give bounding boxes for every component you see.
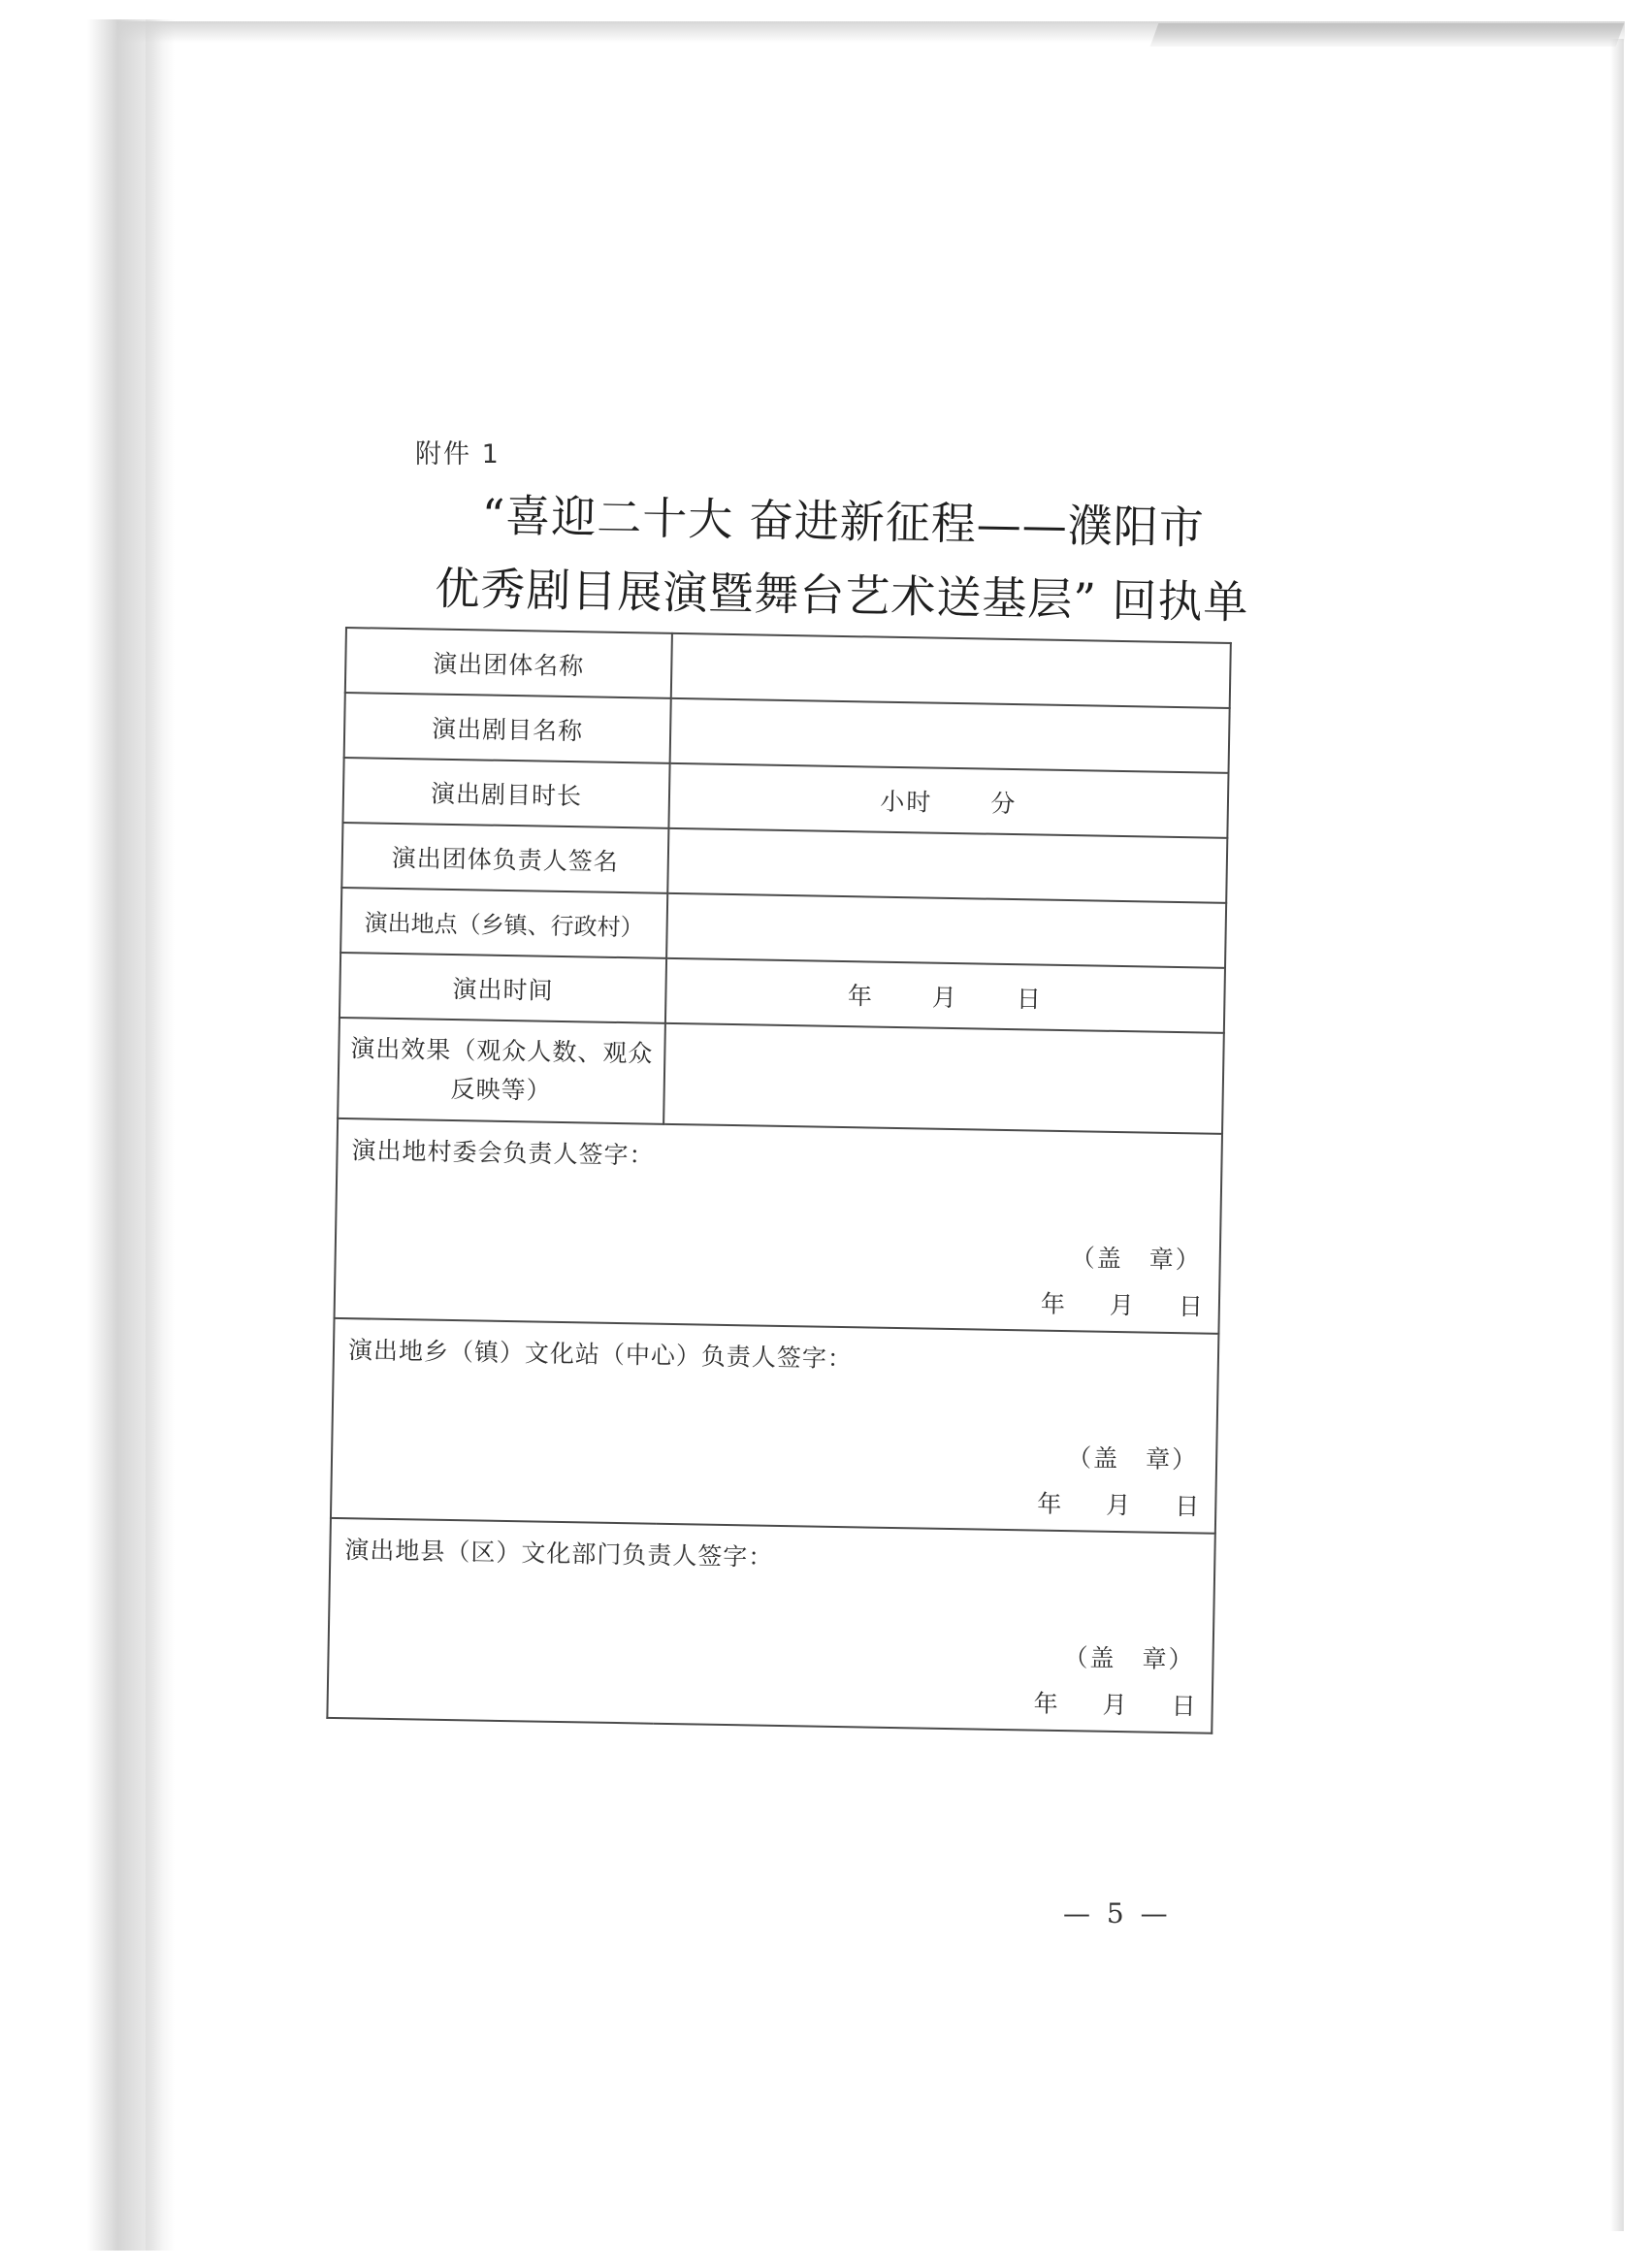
date-month-text: 月 bbox=[1106, 1490, 1133, 1520]
play-name-field[interactable] bbox=[670, 698, 1230, 773]
right-page-edge bbox=[1610, 39, 1624, 2231]
receipt-form bbox=[326, 627, 1232, 1734]
document-title bbox=[414, 477, 1271, 639]
duration-minutes-text: 分 bbox=[990, 789, 1018, 818]
title-line-2: 优秀剧目展演暨舞台艺术送基层” 回执单 bbox=[434, 562, 1249, 629]
date-year-text: 年 bbox=[1033, 1689, 1060, 1719]
seal-date bbox=[1041, 1285, 1206, 1323]
seal-text: （盖 章） bbox=[1063, 1643, 1195, 1674]
table-row bbox=[335, 1118, 1222, 1334]
village-committee-signature-label: 演出地村委会负责人签字： bbox=[351, 1136, 655, 1170]
date-day-text: 日 bbox=[1171, 1692, 1198, 1721]
table-row bbox=[327, 1518, 1214, 1733]
performance-time-field[interactable] bbox=[665, 958, 1225, 1033]
page-number: — 5 — bbox=[1063, 1897, 1172, 1929]
performance-effect-field[interactable] bbox=[663, 1023, 1224, 1134]
troupe-name-field[interactable] bbox=[671, 633, 1231, 708]
date-year-text: 年 bbox=[847, 981, 875, 1011]
troupe-name-label: 演出团体名称 bbox=[345, 628, 672, 698]
date-year-text: 年 bbox=[1040, 1289, 1068, 1319]
seal-date bbox=[1037, 1485, 1202, 1523]
date-month-text: 月 bbox=[931, 983, 959, 1012]
village-committee-signature-cell[interactable] bbox=[335, 1118, 1222, 1334]
town-culture-station-signature-label: 演出地乡（镇）文化站（中心）负责人签字： bbox=[347, 1336, 854, 1374]
play-name-label: 演出剧目名称 bbox=[344, 693, 671, 763]
date-month-text: 月 bbox=[1109, 1290, 1137, 1320]
date-month-text: 月 bbox=[1102, 1690, 1129, 1720]
date-day-text: 日 bbox=[1178, 1292, 1206, 1321]
title-line-1: “喜迎二十大 奋进新征程——濮阳市 bbox=[481, 489, 1206, 555]
table-row bbox=[338, 1018, 1224, 1134]
play-duration-label: 演出剧目时长 bbox=[342, 758, 669, 828]
troupe-leader-signature-label: 演出团体负责人签名 bbox=[341, 823, 668, 893]
seal-text: （盖 章） bbox=[1066, 1443, 1199, 1474]
seal-text: （盖 章） bbox=[1070, 1244, 1202, 1275]
county-culture-dept-signature-cell[interactable] bbox=[327, 1518, 1214, 1733]
top-page-fold bbox=[1150, 23, 1625, 47]
county-culture-dept-signature-label: 演出地县（区）文化部门负责人签字： bbox=[344, 1536, 774, 1571]
town-culture-station-signature-cell[interactable] bbox=[331, 1318, 1218, 1534]
binding-shadow-inner bbox=[146, 19, 163, 2251]
troupe-leader-signature-field[interactable] bbox=[667, 828, 1227, 903]
date-year-text: 年 bbox=[1037, 1489, 1064, 1519]
venue-field[interactable] bbox=[666, 893, 1226, 968]
attachment-label: 附件 1 bbox=[415, 439, 501, 470]
seal-date bbox=[1033, 1685, 1198, 1723]
date-day-text: 日 bbox=[1016, 984, 1044, 1014]
table-row bbox=[331, 1318, 1218, 1534]
duration-hours-text: 小时 bbox=[880, 787, 933, 817]
receipt-table bbox=[326, 627, 1232, 1734]
performance-effect-label: 演出效果（观众人数、观众反映等） bbox=[338, 1018, 665, 1124]
play-duration-field[interactable] bbox=[668, 763, 1228, 838]
date-day-text: 日 bbox=[1175, 1492, 1202, 1521]
venue-label: 演出地点（乡镇、行政村） bbox=[340, 888, 667, 958]
performance-time-label: 演出时间 bbox=[340, 953, 666, 1023]
